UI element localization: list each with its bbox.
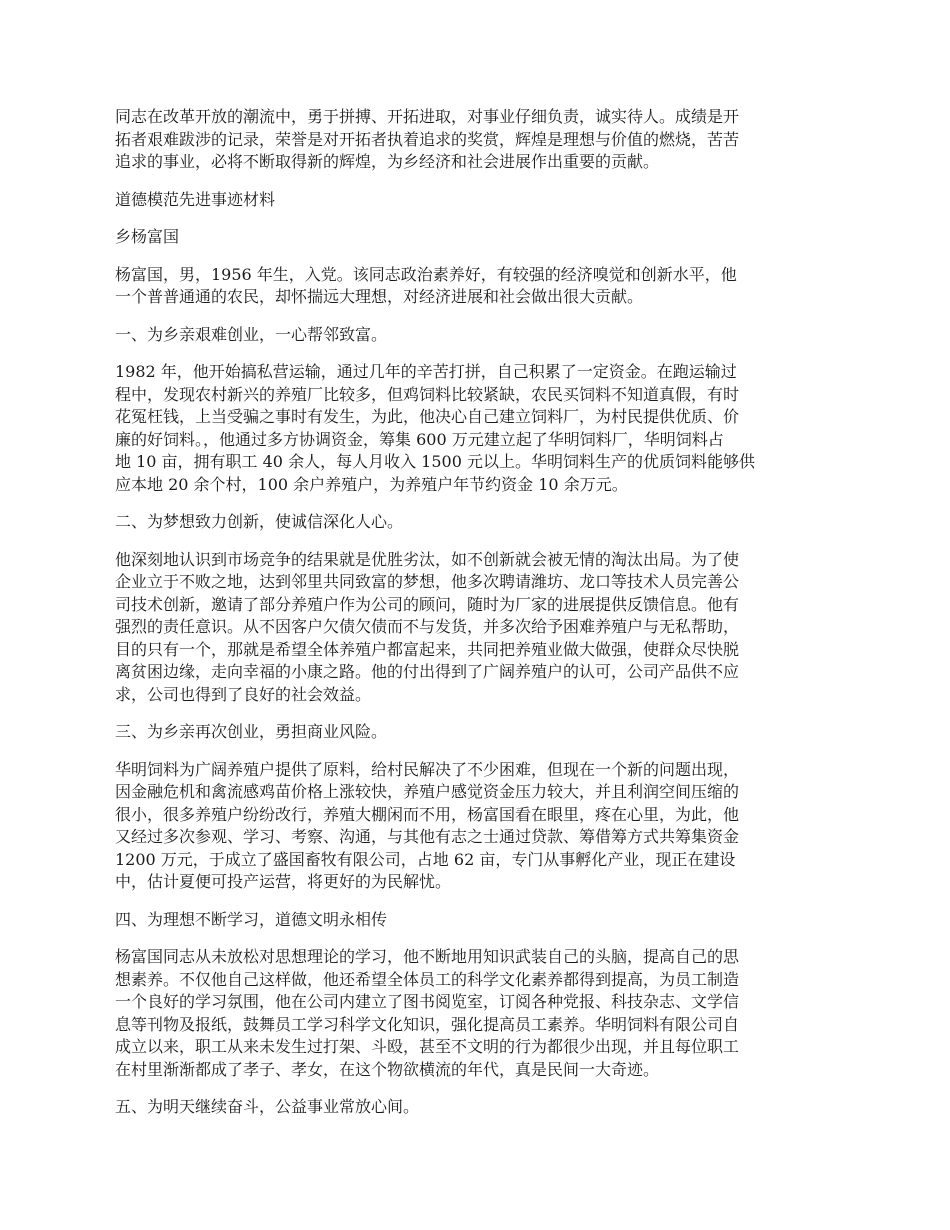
section-heading-4: 四、为理想不断学习，道德文明永相传 <box>115 909 388 929</box>
subject-name: 乡杨富国 <box>115 227 180 246</box>
document-page <box>115 106 841 1134</box>
section-heading-2: 二、为梦想致力创新，使诚信深化人心。 <box>115 512 404 531</box>
section-body-2: 他深刻地认识到市场竞争的结果就是优胜劣汰，如不创新就会被无情的淘汰出局。为了使 企业立于不败之地，达到邻里共同致富的梦想，他多次聘请潍坊、龙口等技术人员完善公 司技术创新，邀请了部分养殖户作为公司的顾问，随时为厂家的进展提供反馈信息。他有 强烈的责任意识。从不因客户欠债欠债而不与发货，并多次给予困难养殖户与无私帮助， 目的只有一个，那就是希望全体养殖户都富起来，共同把养殖业做大做强，使群众尽快脱 离贫困边缘，走向幸福的小康之路。他的付出得到了广阔养殖户的认可，公司产品供不应 求，公司也得到了良好的社会效益。 <box>115 549 740 704</box>
section-heading-3: 三、为乡亲再次创业，勇担商业风险。 <box>115 722 388 741</box>
section-body-4: 杨富国同志从未放松对思想理论的学习，他不断地用知识武装自己的头脑，提高自己的思 想素养。不仅他自己这样做，他还希望全体员工的科学文化素养都得到提高，为员工制造 一个良好的学习氛围，他在公司内建立了图书阅览室，订阅各种党报、科技杂志、文学信 息等刊物及报纸，鼓舞员工学习科学文化知识，强化提高员工素养。华明饲料有限公司自 成立以来，职工从来未发生过打架、斗殴，甚至不文明的行为都很少出现，并且每位职工 在村里渐渐都成了孝子、孝女，在这个物欲横流的年代，真是民间一大奇迹。 <box>115 947 740 1079</box>
section-heading-1: 一、为乡亲艰难创业，一心帮邻致富。 <box>115 324 388 344</box>
profile-paragraph: 杨富国，男，1956 年生，入党。该同志政治素养好，有较强的经济嗅觉和创新水平，他 一个普普通通的农民，却怀揣远大理想，对经济进展和社会做出很大贡献。 <box>115 264 737 306</box>
section-body-1: 1982 年，他开始搞私营运输，通过几年的辛苦打拼，自己积累了一定资金。在跑运输过 程中，发现农村新兴的养殖厂比较多，但鸡饲料比较紧缺，农民买饲料不知道真假，有时 花冤枉钱，上当受骗之事时有发生，为此，他决心自己建立饲料厂，为村民提供优质、价 廉的好饲料。，他通过多方协调资金，筹集 600 万元建立起了华明饲料厂，华明饲料占 地 10 亩，拥有职工 40 余人，每人月收入 1500 元以上。华明饲料生产的优质饲料能够供 应本地 20 余个村，100 余户养殖户，为养殖户年节约资金 10 余万元。 <box>115 362 755 494</box>
section-heading-5: 五、为明天继续奋斗，公益事业常放心间。 <box>115 1097 420 1116</box>
intro-paragraph: 同志在改革开放的潮流中，勇于拼搏、开拓进取，对事业仔细负责，诚实待人。成绩是开 拓者艰难跋涉的记录，荣誉是对开拓者执着追求的奖赏，辉煌是理想与价值的燃烧，苦苦 追求的事业，必将不断取得新的辉煌，为乡经济和社会进展作出重要的贡献。 <box>115 107 740 171</box>
section-body-3: 华明饲料为广阔养殖户提供了原料，给村民解决了不少困难，但现在一个新的问题出现， 因金融危机和禽流感鸡苗价格上涨较快，养殖户感觉资金压力较大，并且利润空间压缩的 很小，很多养殖户纷纷改行，养殖大棚闲而不用，杨富国看在眼里，疼在心里，为此，他 又经过多次参观、学习、考察、沟通，与其他有志之士通过贷款、筹借筹方式共筹集资金 1200 万元，于成立了盛国畜牧有限公司，占地 62 亩，专门从事孵化产业，现正在建设 中，估计夏便可投产运营，将更好的为民解忧。 <box>115 759 740 891</box>
document-title: 道德模范先进事迹材料 <box>115 189 276 209</box>
